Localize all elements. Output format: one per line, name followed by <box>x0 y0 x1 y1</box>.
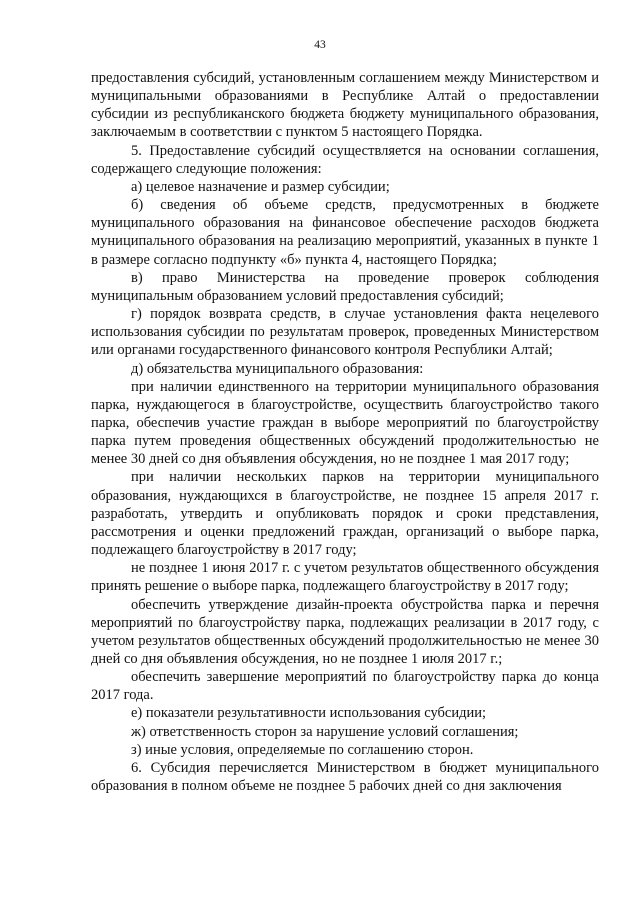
document-body <box>91 69 599 795</box>
paragraph-clause-6: 6. Субсидия перечисляется Министерством в бюджет муниципального образования в полном объеме не позднее 5 рабочих дней со дня заключения <box>91 759 599 795</box>
paragraph-continuation: предоставления субсидий, установленным соглашением между Министерством и муниципальными образованиями в Республике Алтай о предоставлении субсидии из республиканского бюджета бюджету муниципального образования, заключаемым в соответствии с пунктом 5 настоящего Порядка. <box>91 70 599 141</box>
paragraph-item-zh: ж) ответственность сторон за нарушение условий соглашения; <box>131 723 519 740</box>
paragraph-item-z: з) иные условия, определяемые по соглашению сторон. <box>131 741 474 758</box>
paragraph-obligation-completion: обеспечить завершение мероприятий по благоустройству парка до конца 2017 года. <box>91 669 599 704</box>
paragraph-item-v: в) право Министерства на проведение проверок соблюдения муниципальным образованием условий предоставления субсидий; <box>91 269 599 304</box>
paragraph-item-d: д) обязательства муниципального образования: <box>131 360 424 377</box>
paragraph-obligation-single-park: при наличии единственного на территории муниципального образования парка, нуждающегося в благоустройстве, осуществить благоустройство такого парка, обеспечив участие граждан в выборе мероприятий по благоустройству парка путем проведения общественных обсуждений продолжительностью не менее 30 дней со дня объявления обсуждения, но не позднее 1 мая 2017 году; <box>91 378 599 468</box>
page-number: 43 <box>314 39 326 51</box>
paragraph-item-e: е) показатели результативности использования субсидии; <box>131 705 487 722</box>
paragraph-item-b: б) сведения об объеме средств, предусмотренных в бюджете муниципального образования на финансовое обеспечение расходов бюджета муниципального образования на реализацию мероприятий, указанных в пункте 1 в размере согласно подпункту «б» пункта 4, настоящего Порядка; <box>91 197 599 268</box>
paragraph-clause-5: 5. Предоставление субсидий осуществляется на основании соглашения, содержащего следующие положения: <box>91 142 599 177</box>
paragraph-obligation-design-project: обеспечить утверждение дизайн-проекта обустройства парка и перечня мероприятий по благоустройству парка, подлежащих реализации в 2017 году, с учетом результатов общественных обсуждений продолжительностью не менее 30 дней со дня объявления обсуждения, но не позднее 1 июля 2017 г.; <box>91 596 599 667</box>
paragraph-obligation-decision: не позднее 1 июня 2017 г. с учетом результатов общественного обсуждения принять решение о выборе парка, подлежащего благоустройству в 2017 году; <box>91 560 599 595</box>
paragraph-item-g: г) порядок возврата средств, в случае установления факта нецелевого использования субсидии по результатам проверок, проведенных Министерством или органами государственного финансового контроля Республики Алтай; <box>91 306 599 359</box>
paragraph-obligation-several-parks: при наличии нескольких парков на территории муниципального образования, нуждающихся в благоустройстве, не позднее 15 апреля 2017 г. разработать, утвердить и опубликовать порядок и сроки представления, рассмотрения и оценки предложений граждан, организаций о выборе парка, подлежащего благоустройству в 2017 году; <box>91 469 599 559</box>
paragraph-item-a: а) целевое назначение и размер субсидии; <box>131 178 390 195</box>
